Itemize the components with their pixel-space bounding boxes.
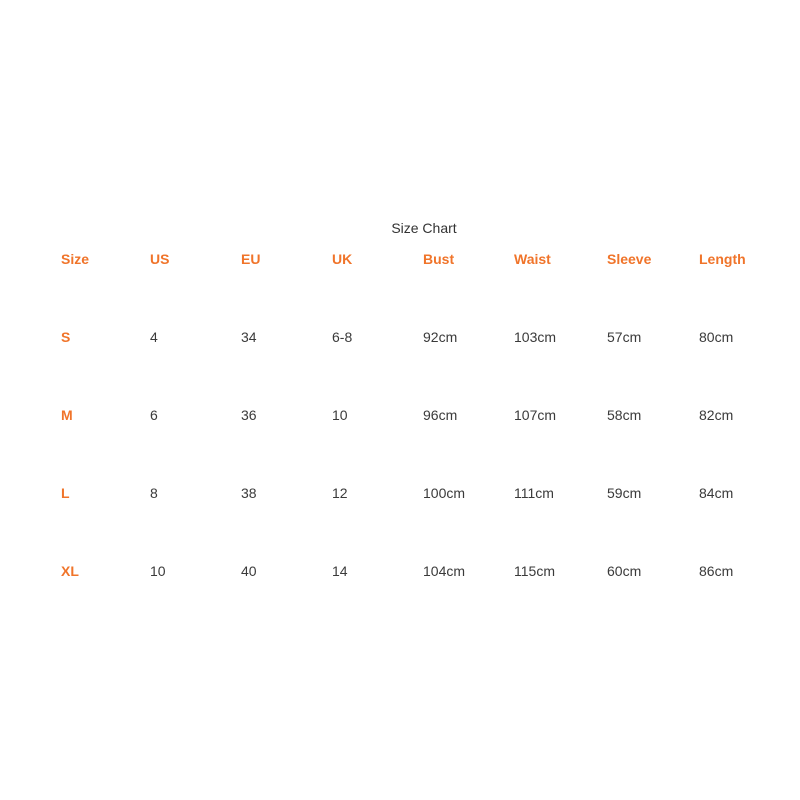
bust-cell: 100cm xyxy=(423,485,466,501)
sleeve-cell: 57cm xyxy=(607,329,642,345)
column-header-uk: UK xyxy=(332,251,353,267)
uk-cell: 12 xyxy=(332,485,348,501)
bust-cell: 96cm xyxy=(423,407,458,423)
waist-cell: 115cm xyxy=(514,563,555,579)
column-header-us: US xyxy=(150,251,170,267)
bust-cell: 92cm xyxy=(423,329,458,345)
sleeve-cell: 58cm xyxy=(607,407,642,423)
size-cell: M xyxy=(61,407,73,423)
eu-cell: 40 xyxy=(241,563,257,579)
column-header-size: Size xyxy=(61,251,90,267)
us-cell: 10 xyxy=(150,563,166,579)
column-header-sleeve: Sleeve xyxy=(607,251,652,267)
eu-cell: 36 xyxy=(241,407,257,423)
sleeve-cell: 59cm xyxy=(607,485,642,501)
column-header-eu: EU xyxy=(241,251,261,267)
uk-cell: 10 xyxy=(332,407,348,423)
us-cell: 8 xyxy=(150,485,158,501)
size-cell: L xyxy=(61,485,70,501)
sleeve-cell: 60cm xyxy=(607,563,642,579)
uk-cell: 6-8 xyxy=(332,329,353,345)
length-cell: 80cm xyxy=(699,329,734,345)
length-cell: 84cm xyxy=(699,485,734,501)
column-header-length: Length xyxy=(699,251,746,267)
table-row xyxy=(0,327,800,347)
waist-cell: 107cm xyxy=(514,407,557,423)
column-header-waist: Waist xyxy=(514,251,551,267)
size-chart-title: Size Chart xyxy=(391,220,457,236)
column-header-bust: Bust xyxy=(423,251,455,267)
table-row xyxy=(0,483,800,503)
table-row xyxy=(0,405,800,425)
table-header-row xyxy=(0,249,800,269)
us-cell: 4 xyxy=(150,329,158,345)
size-cell: XL xyxy=(61,563,79,579)
eu-cell: 34 xyxy=(241,329,257,345)
us-cell: 6 xyxy=(150,407,158,423)
eu-cell: 38 xyxy=(241,485,257,501)
size-cell: S xyxy=(61,329,71,345)
length-cell: 82cm xyxy=(699,407,734,423)
waist-cell: 103cm xyxy=(514,329,557,345)
length-cell: 86cm xyxy=(699,563,734,579)
waist-cell: 111cm xyxy=(514,485,554,501)
bust-cell: 104cm xyxy=(423,563,466,579)
uk-cell: 14 xyxy=(332,563,348,579)
table-row xyxy=(0,561,800,581)
